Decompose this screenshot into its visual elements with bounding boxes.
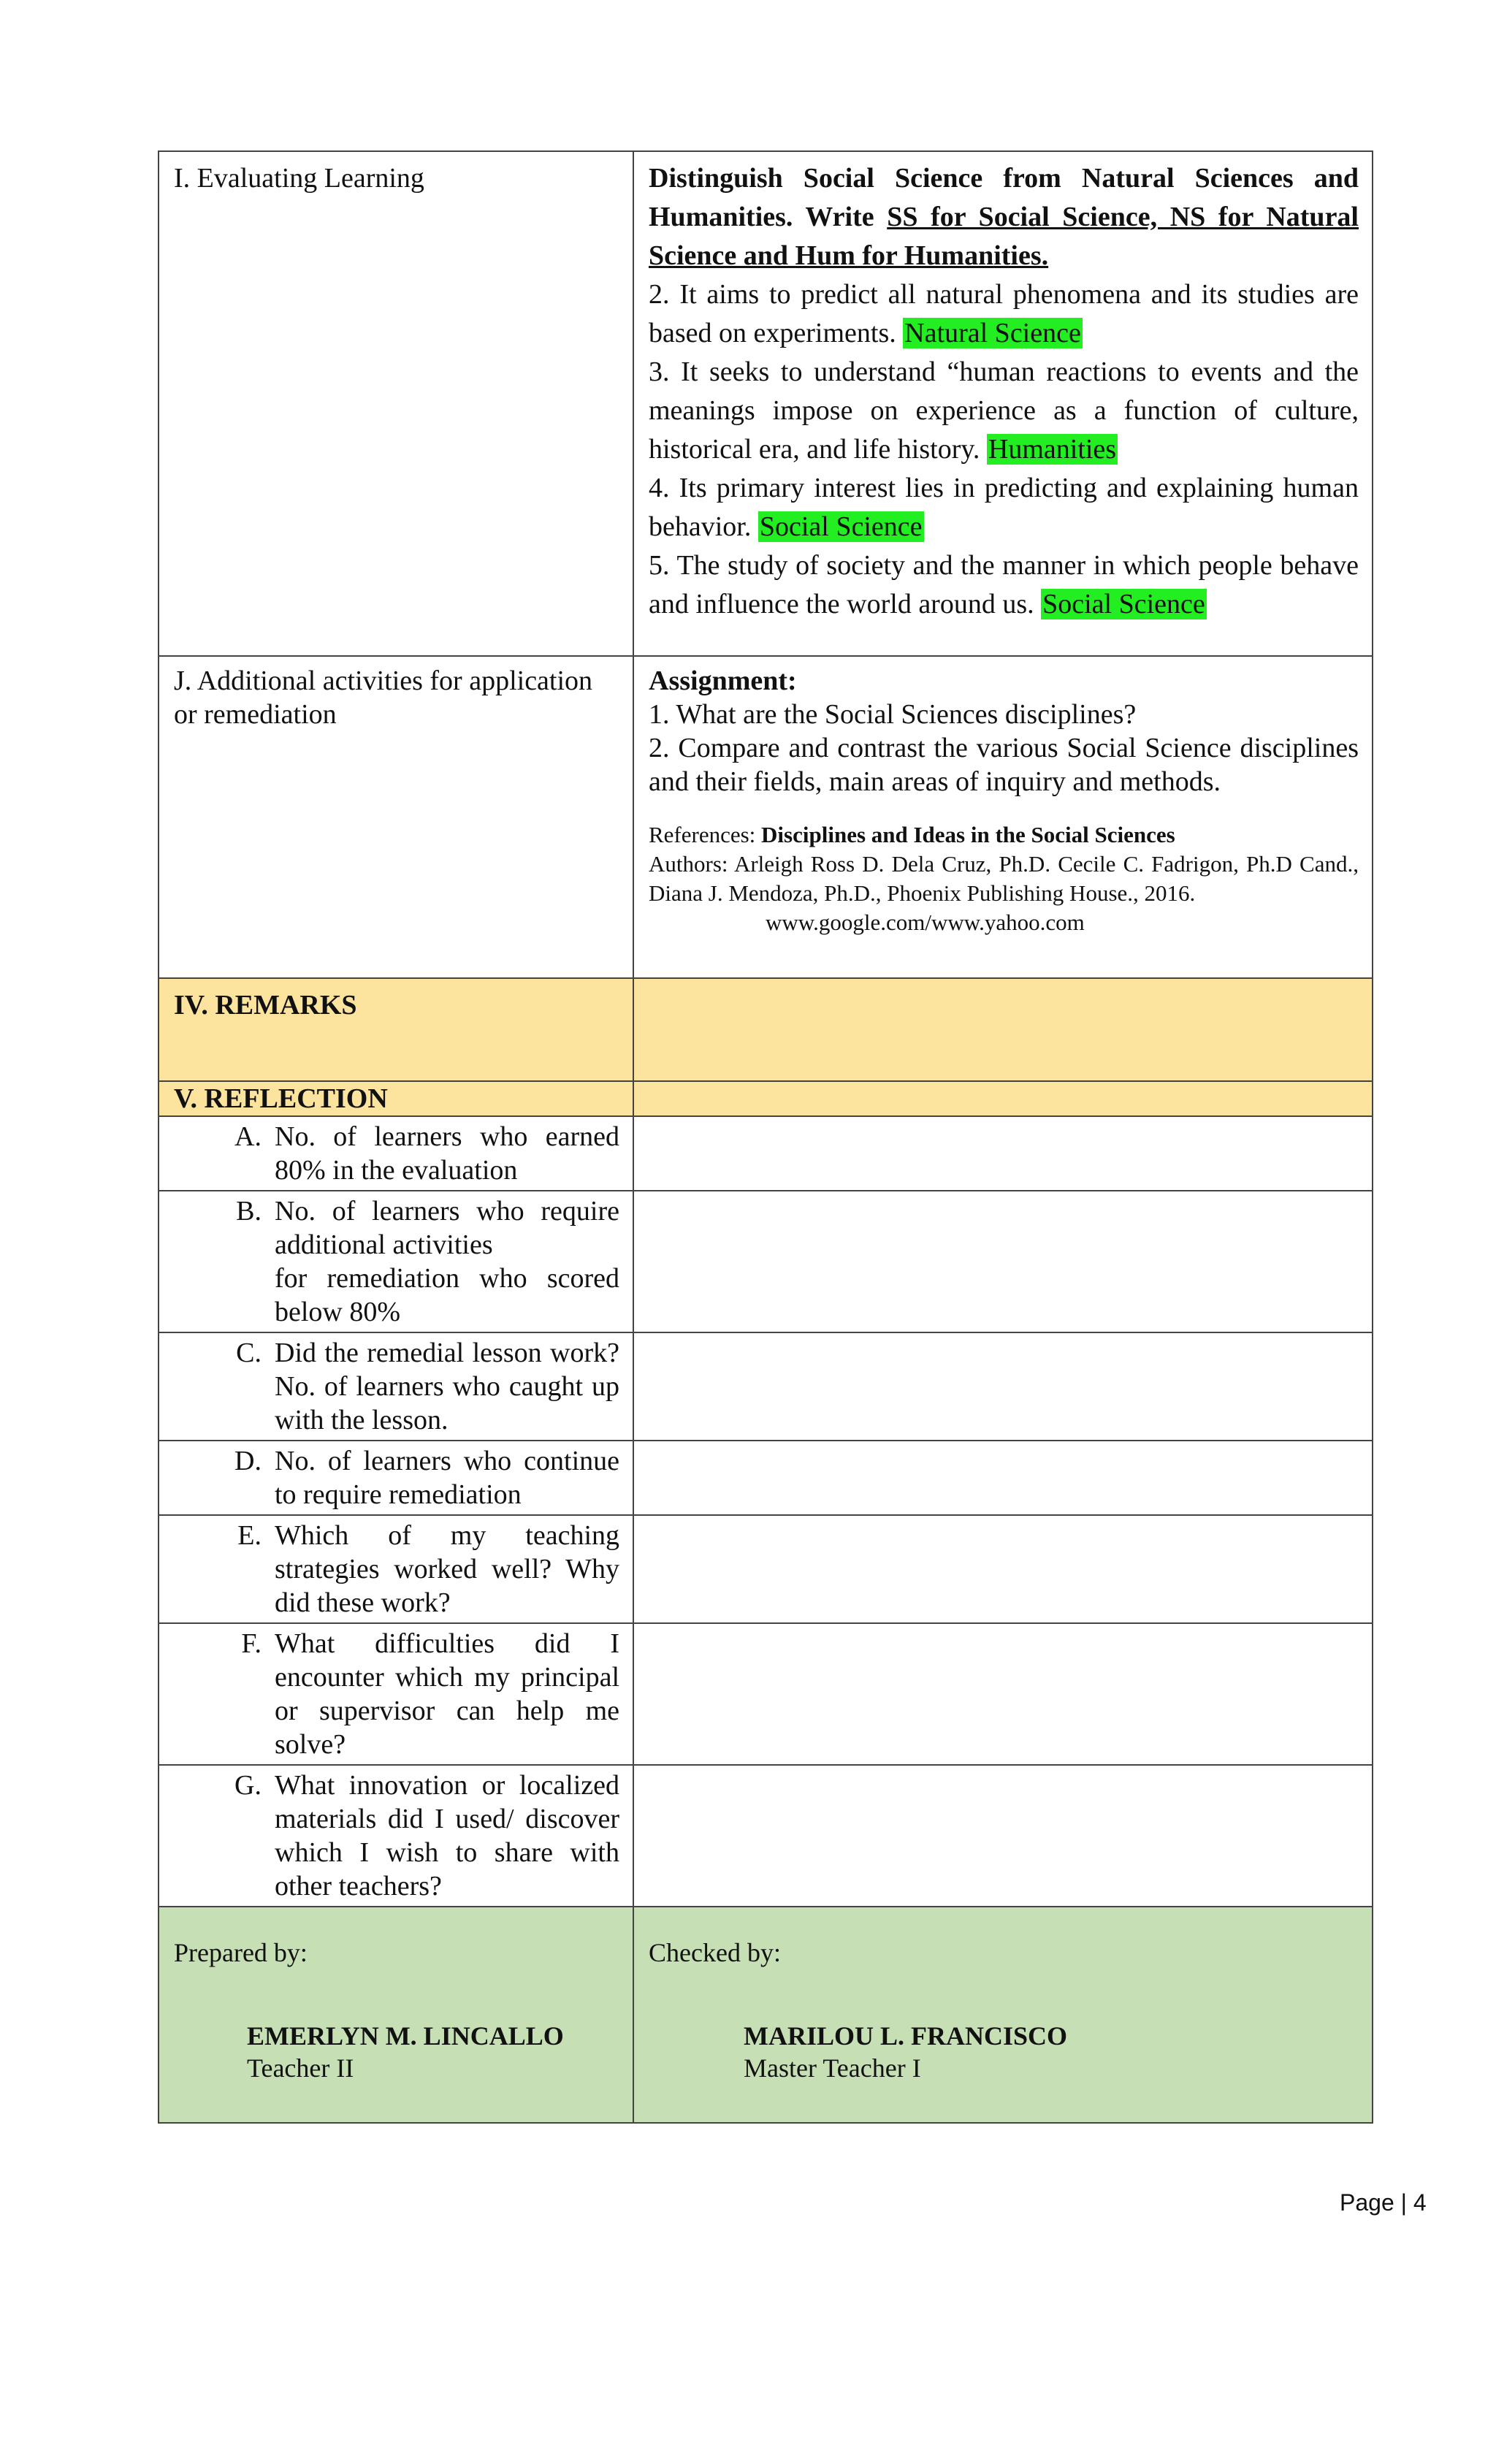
- item-letter: F.: [241, 1628, 262, 1659]
- reflection-item-a: [159, 1116, 1373, 1191]
- lesson-plan-table: [158, 150, 1373, 2124]
- references: References: Disciplines and Ideas in the Social Sciences: [649, 822, 1175, 847]
- answer-highlight: Social Science: [759, 511, 923, 542]
- checked-by-name: MARILOU L. FRANCISCO: [744, 2021, 1068, 2051]
- evaluation-item-2: 2. It aims to predict all natural phenomena and its studies are based on experiments. Natural Science: [649, 279, 1359, 348]
- evaluation-item-3: 3. It seeks to understand “human reactions to events and the meanings impose on experience as a function of culture, historical era, and life history. Humanities: [649, 356, 1359, 465]
- item-letter: G.: [234, 1770, 262, 1801]
- item-letter: C.: [236, 1338, 262, 1368]
- evaluation-item-5: 5. The study of society and the manner in which people behave and influence the world around us. Social Science: [649, 550, 1359, 619]
- evaluation-item-4: 4. Its primary interest lies in predicting and explaining human behavior. Social Science: [649, 473, 1359, 542]
- checked-by-block: [634, 1907, 1372, 2121]
- assignment-title: Assignment:: [649, 665, 797, 696]
- reflection-item-c: [159, 1332, 1373, 1441]
- reflection-item-d: [159, 1441, 1373, 1515]
- reflection-item-f: [159, 1623, 1373, 1765]
- evaluation-instruction-underlined: SS for Social Science, NS for Natural Science and Hum for Humanities.: [649, 202, 1359, 271]
- answer-highlight: Social Science: [1042, 589, 1205, 619]
- prepared-by-block: [159, 1907, 633, 2121]
- lesson-plan-sheet: [158, 150, 1372, 2124]
- additional-activities-label: J. Additional activities for application or remediation: [174, 665, 593, 730]
- reference-authors: Authors: Arleigh Ross D. Dela Cruz, Ph.D. Cecile C. Fadrigon, Ph.D Cand., Diana J. Mendoza, Ph.D., Phoenix Publishing House., 2016.: [649, 851, 1359, 906]
- item-text: No. of learners who continue to require remediation: [275, 1446, 619, 1510]
- answer-highlight: Natural Science: [904, 318, 1081, 348]
- item-letter: E.: [237, 1520, 262, 1551]
- evaluating-learning-content: [634, 152, 1372, 631]
- item-letter: A.: [234, 1121, 262, 1152]
- reflection-header-row: [159, 1081, 1373, 1116]
- item-letter: D.: [234, 1446, 262, 1476]
- evaluation-instruction: Distinguish Social Science from Natural Sciences and Humanities. Write SS for Social Science, NS for Natural Science and Hum for Humanities.: [649, 163, 1359, 271]
- item-text: Which of my teaching strategies worked well? Why did these work?: [275, 1520, 619, 1618]
- remarks-label: IV. REMARKS: [174, 990, 357, 1021]
- checked-by-title: Master Teacher I: [744, 2053, 921, 2083]
- assignment-question-1: 1. What are the Social Sciences disciplines?: [649, 699, 1137, 730]
- prepared-by-name: EMERLYN M. LINCALLO: [247, 2021, 564, 2051]
- assignment-question-2: 2. Compare and contrast the various Social Science disciplines and their fields, main areas of inquiry and methods.: [649, 733, 1359, 797]
- reference-url: www.google.com/www.yahoo.com: [766, 909, 1085, 935]
- remarks-row: [159, 978, 1373, 1081]
- item-letter: B.: [236, 1196, 262, 1227]
- additional-activities-content: [634, 657, 1372, 945]
- item-text: No. of learners who earned 80% in the evaluation: [275, 1121, 619, 1186]
- evaluating-learning-label: I. Evaluating Learning: [174, 163, 424, 194]
- reference-title: Disciplines and Ideas in the Social Sciences: [761, 822, 1175, 847]
- item-text: Did the remedial lesson work? No. of learners who caught up with the lesson.: [275, 1338, 619, 1435]
- remarks-value-cell: [633, 978, 1373, 1081]
- prepared-by-label: Prepared by:: [174, 1938, 308, 1967]
- additional-activities-row: [159, 656, 1373, 978]
- page-number: Page | 4: [1340, 2189, 1427, 2216]
- item-text-continued: for remediation who scored below 80%: [275, 1263, 619, 1327]
- item-text: What innovation or localized materials did I used/ discover which I wish to share with other teachers?: [275, 1770, 619, 1902]
- reflection-item-b: [159, 1191, 1373, 1332]
- answer-highlight: Humanities: [988, 434, 1117, 465]
- checked-by-label: Checked by:: [649, 1938, 781, 1967]
- reflection-label: V. REFLECTION: [174, 1083, 388, 1114]
- item-text: What difficulties did I encounter which my principal or supervisor can help me solve?: [275, 1628, 619, 1760]
- signature-row: [159, 1907, 1373, 2123]
- item-text: No. of learners who require additional activities: [275, 1196, 619, 1260]
- prepared-by-title: Teacher II: [247, 2053, 354, 2083]
- reflection-item-g: [159, 1765, 1373, 1907]
- evaluating-learning-row: [159, 151, 1373, 656]
- reflection-item-e: [159, 1515, 1373, 1623]
